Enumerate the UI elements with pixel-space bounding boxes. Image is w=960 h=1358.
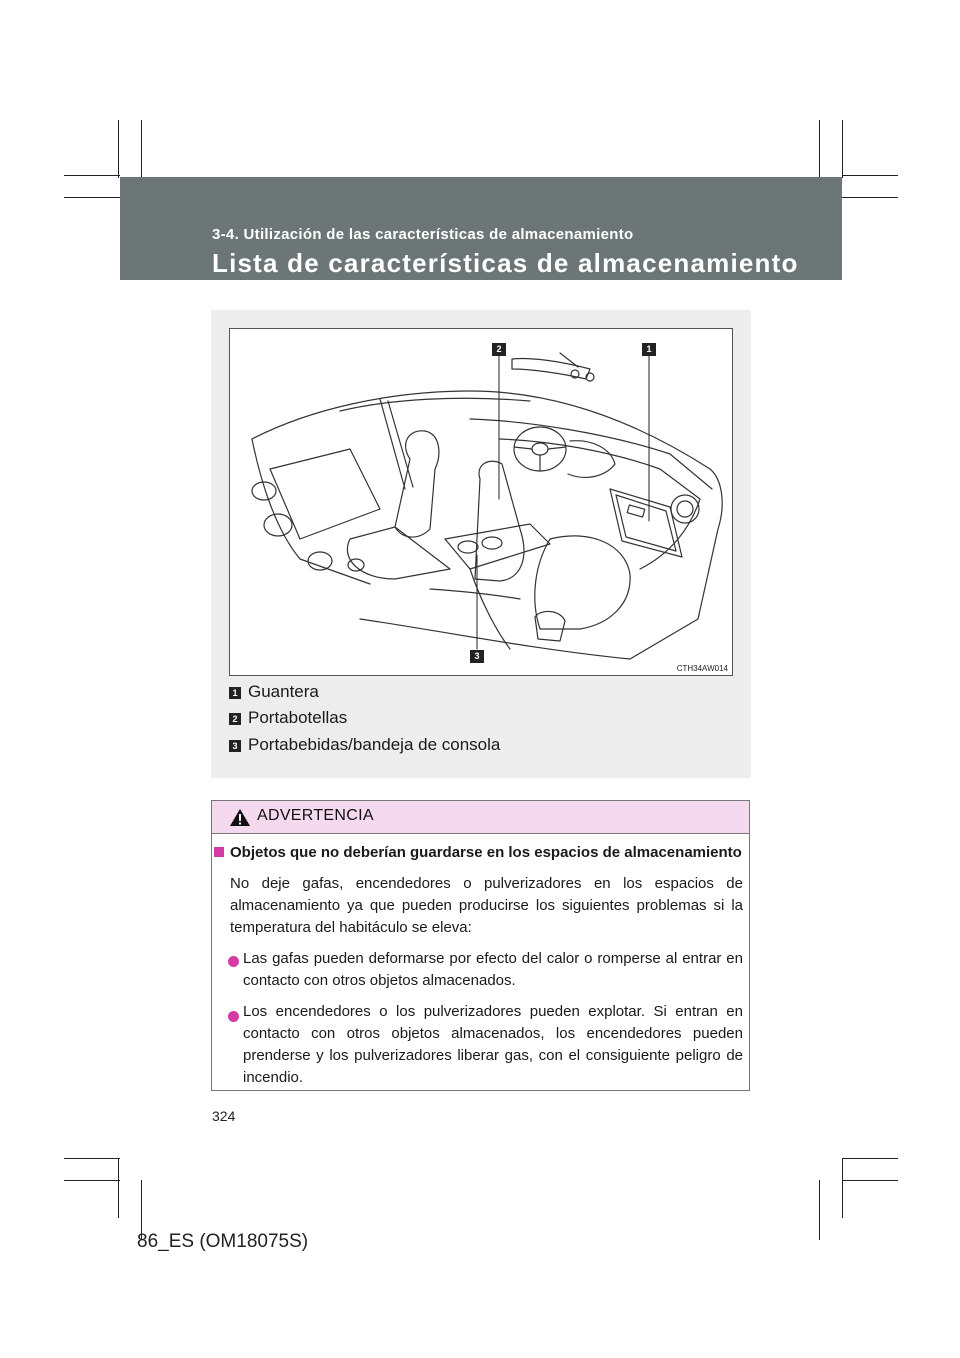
warning-header — [212, 801, 749, 834]
round-bullet-icon — [228, 1011, 239, 1022]
warning-bullet-2: Los encendedores o los pulverizadores pueden explotar. Si entran en contacto con otros objetos almacenados, los encendedores pueden prenderse y los pulverizadores liberar gas, con el consiguiente peligro de incendio. — [243, 1003, 743, 1086]
crop-mark — [118, 1158, 119, 1218]
warning-paragraph: No deje gafas, encendedores o pulverizadores en los espacios de almacenamiento ya que pueden producirse los siguientes problemas si la temperatura del habitáculo se eleva: — [230, 875, 743, 936]
warning-title: ADVERTENCIA — [257, 807, 374, 824]
callout-2: 2 — [496, 344, 502, 354]
legend-label: Portabebidas/bandeja de consola — [248, 735, 501, 754]
square-bullet-icon — [214, 847, 224, 857]
image-code: CTH34AW014 — [676, 664, 728, 673]
car-interior-drawing — [230, 329, 732, 675]
crop-mark — [842, 120, 843, 178]
warning-triangle-icon — [229, 808, 251, 827]
warning-content — [230, 842, 743, 1089]
legend-number: 1 — [229, 687, 241, 699]
warning-bullet-1: Las gafas pueden deformarse por efecto del calor o romperse al entrar en contacto con otros objetos almacenados. — [243, 950, 743, 989]
warning-heading: Objetos que no deberían guardarse en los espacios de almacenamiento — [230, 844, 742, 861]
crop-mark — [842, 175, 898, 176]
callout-3: 3 — [474, 651, 480, 661]
legend-number: 3 — [229, 740, 241, 752]
crop-mark — [64, 1158, 120, 1159]
crop-mark — [842, 1158, 898, 1159]
legend-label: Guantera — [248, 682, 319, 701]
crop-mark — [842, 1158, 843, 1218]
crop-mark — [842, 197, 898, 198]
callout-1: 1 — [646, 344, 652, 354]
document-code: 86_ES (OM18075S) — [137, 1231, 309, 1252]
crop-mark — [842, 1180, 898, 1181]
crop-mark — [819, 1180, 820, 1240]
page-title: Lista de características de almacenamiento — [212, 248, 799, 278]
legend-label: Portabotellas — [248, 708, 348, 727]
legend-number: 2 — [229, 713, 241, 725]
round-bullet-icon — [228, 956, 239, 967]
section-label: 3-4. Utilización de las características de almacenamiento — [212, 226, 634, 243]
crop-mark — [819, 120, 820, 178]
crop-mark — [64, 1180, 120, 1181]
crop-mark — [64, 175, 120, 176]
crop-mark — [64, 197, 120, 198]
crop-mark — [118, 120, 119, 178]
legend-item — [229, 682, 629, 704]
legend-item — [229, 708, 629, 730]
page-number: 324 — [212, 1108, 236, 1124]
crop-mark — [141, 120, 142, 178]
car-interior-illustration — [229, 328, 733, 676]
legend-item — [229, 735, 629, 757]
